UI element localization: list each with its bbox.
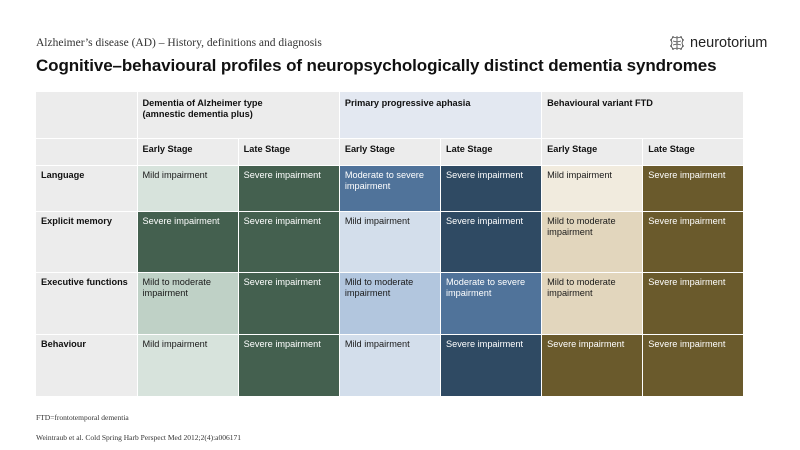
row-label: Language — [36, 165, 137, 211]
impairment-cell: Mild to moderate impairment — [339, 272, 440, 334]
logo — [668, 33, 767, 53]
impairment-cell: Severe impairment — [440, 165, 541, 211]
stage-header: Early Stage — [542, 138, 643, 165]
group-header-ppa — [339, 92, 541, 138]
footnote-abbreviation: FTD=frontotemporal dementia — [36, 413, 129, 422]
group-header-bvftd — [542, 92, 744, 138]
impairment-cell: Severe impairment — [137, 211, 238, 272]
section-subtitle: Alzheimer’s disease (AD) – History, definitions and diagnosis — [36, 37, 322, 49]
impairment-cell: Mild impairment — [542, 165, 643, 211]
impairment-cell: Mild to moderate impairment — [542, 272, 643, 334]
corner-cell — [36, 92, 137, 138]
impairment-cell: Moderate to severe impairment — [339, 165, 440, 211]
group-label-line1: Behavioural variant FTD — [547, 98, 653, 108]
impairment-cell: Mild to moderate impairment — [542, 211, 643, 272]
brain-icon — [668, 34, 686, 52]
group-label-line2: (amnestic dementia plus) — [142, 109, 253, 119]
table-row — [36, 334, 744, 396]
impairment-cell: Severe impairment — [542, 334, 643, 396]
impairment-cell: Severe impairment — [238, 211, 339, 272]
impairment-cell: Severe impairment — [440, 334, 541, 396]
corner-cell — [36, 138, 137, 165]
impairment-cell: Mild to moderate impairment — [137, 272, 238, 334]
impairment-cell: Severe impairment — [643, 211, 744, 272]
impairment-cell: Severe impairment — [643, 334, 744, 396]
impairment-cell: Mild impairment — [339, 334, 440, 396]
stage-header: Late Stage — [643, 138, 744, 165]
profiles-table — [36, 92, 744, 397]
row-label: Executive functions — [36, 272, 137, 334]
impairment-cell: Severe impairment — [440, 211, 541, 272]
impairment-cell: Severe impairment — [643, 272, 744, 334]
impairment-cell: Mild impairment — [137, 165, 238, 211]
footnote-reference: Weintraub et al. Cold Spring Harb Perspect Med 2012;2(4):a006171 — [36, 433, 241, 442]
stage-header-row — [36, 138, 744, 165]
stage-header: Late Stage — [440, 138, 541, 165]
stage-header: Early Stage — [137, 138, 238, 165]
impairment-cell: Severe impairment — [238, 334, 339, 396]
table-row — [36, 211, 744, 272]
page-title: Cognitive–behavioural profiles of neuropsychologically distinct dementia syndromes — [36, 56, 717, 75]
row-label: Explicit memory — [36, 211, 137, 272]
impairment-cell: Moderate to severe impairment — [440, 272, 541, 334]
table-row — [36, 272, 744, 334]
stage-header: Early Stage — [339, 138, 440, 165]
logo-text: neurotorium — [690, 35, 768, 51]
group-label-line1: Dementia of Alzheimer type — [142, 98, 263, 108]
stage-header: Late Stage — [238, 138, 339, 165]
impairment-cell: Mild impairment — [339, 211, 440, 272]
group-header-dat — [137, 92, 339, 138]
impairment-cell: Severe impairment — [643, 165, 744, 211]
table-row — [36, 165, 744, 211]
impairment-cell: Mild impairment — [137, 334, 238, 396]
impairment-cell: Severe impairment — [238, 165, 339, 211]
group-label-line1: Primary progressive aphasia — [344, 98, 471, 108]
impairment-cell: Severe impairment — [238, 272, 339, 334]
row-label: Behaviour — [36, 334, 137, 396]
group-header-row — [36, 92, 744, 138]
